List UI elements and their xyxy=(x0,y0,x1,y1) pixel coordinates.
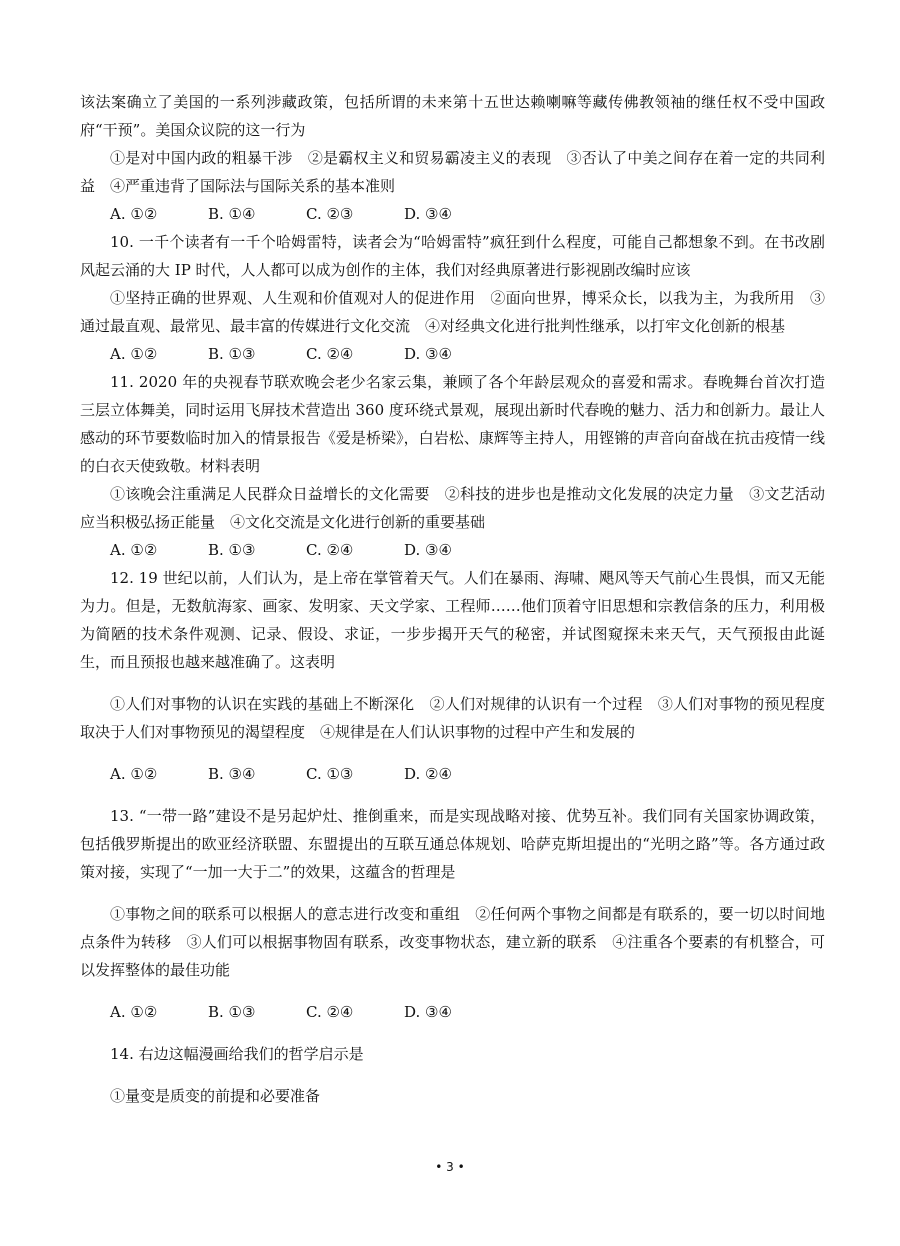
option-a[interactable]: A. ①② xyxy=(110,541,158,559)
question-stem: 14. 右边这幅漫画给我们的哲学启示是 xyxy=(110,1045,364,1063)
answer-options xyxy=(80,998,825,1026)
answer-options xyxy=(80,760,825,788)
option-c[interactable]: C. ②③ xyxy=(306,205,354,223)
answer-options xyxy=(80,536,825,564)
answer-options xyxy=(80,340,825,368)
option-a[interactable]: A. ①② xyxy=(110,1003,158,1021)
question-statements: ①该晚会注重满足人民群众日益增长的文化需要 ②科技的进步也是推动文化发展的决定力量 ③文艺活动应当积极弘扬正能量 ④文化交流是文化进行创新的重要基础 xyxy=(80,485,825,531)
question-9 xyxy=(80,88,825,228)
question-10 xyxy=(80,228,825,368)
option-b[interactable]: B. ①④ xyxy=(208,205,256,223)
question-13 xyxy=(80,802,825,1026)
question-14 xyxy=(80,1040,825,1110)
option-d[interactable]: D. ②④ xyxy=(404,765,452,783)
question-statements: ①坚持正确的世界观、人生观和价值观对人的促进作用 ②面向世界，博采众长，以我为主，为我所用 ③通过最直观、最常见、最丰富的传媒进行文化交流 ④对经典文化进行批判性继承，以打牢文化创新的根基 xyxy=(80,289,825,335)
option-a[interactable]: A. ①② xyxy=(110,205,158,223)
option-b[interactable]: B. ①③ xyxy=(208,1003,256,1021)
option-a[interactable]: A. ①② xyxy=(110,765,158,783)
question-stem: 11. 2020 年的央视春节联欢晚会老少名家云集，兼顾了各个年龄层观众的喜爱和需求。春晚舞台首次打造三层立体舞美，同时运用飞屏技术营造出 360 度环绕式景观，展现出新时代春晚的魅力、活力和创新力。最让人感动的环节要数临时加入的情景报告《爱是桥梁》，白岩松、康辉等主持人，用铿锵的声音向奋战在抗击疫情一线的白衣天使致敬。材料表明 xyxy=(80,373,825,475)
option-c[interactable]: C. ②④ xyxy=(306,1003,354,1021)
option-d[interactable]: D. ③④ xyxy=(404,345,452,363)
option-d[interactable]: D. ③④ xyxy=(404,541,452,559)
page-number: • 3 • xyxy=(435,1160,465,1174)
question-stem: 13. “一带一路”建设不是另起炉灶、推倒重来，而是实现战略对接、优势互补。我们同有关国家协调政策，包括俄罗斯提出的欧亚经济联盟、东盟提出的互联互通总体规划、哈萨克斯坦提出的“光明之路”等。各方通过政策对接，实现了“一加一大于二”的效果，这蕴含的哲理是 xyxy=(80,807,825,881)
question-12 xyxy=(80,564,825,788)
question-stem: 12. 19 世纪以前，人们认为，是上帝在掌管着天气。人们在暴雨、海啸、飓风等天气前心生畏惧，而又无能为力。但是，无数航海家、画家、发明家、天文学家、工程师……他们顶着守旧思想和宗教信条的压力，利用极为简陋的技术条件观测、记录、假设、求证，一步步揭开天气的秘密，并试图窥探未来天气，天气预报由此诞生，而且预报也越来越准确了。这表明 xyxy=(80,569,825,671)
option-c[interactable]: C. ①③ xyxy=(306,765,354,783)
question-statements: ①人们对事物的认识在实践的基础上不断深化 ②人们对规律的认识有一个过程 ③人们对事物的预见程度取决于人们对事物预见的渴望程度 ④规律是在人们认识事物的过程中产生和发展的 xyxy=(80,695,825,741)
option-b[interactable]: B. ③④ xyxy=(208,765,256,783)
question-11 xyxy=(80,368,825,564)
exam-page xyxy=(80,88,825,1110)
question-stem: 10. 一千个读者有一千个哈姆雷特，读者会为“哈姆雷特”疯狂到什么程度，可能自己都想象不到。在书改剧风起云涌的大 IP 时代，人人都可以成为创作的主体，我们对经典原著进行影视剧改编时应该 xyxy=(80,233,825,279)
question-statement: ①量变是质变的前提和必要准备 xyxy=(110,1087,321,1105)
question-statements: ①事物之间的联系可以根据人的意志进行改变和重组 ②任何两个事物之间都是有联系的，要一切以时间地点条件为转移 ③人们可以根据事物固有联系，改变事物状态，建立新的联系 ④注重各个要素的有机整合，可以发挥整体的最佳功能 xyxy=(80,905,825,979)
option-c[interactable]: C. ②④ xyxy=(306,541,354,559)
option-d[interactable]: D. ③④ xyxy=(404,205,452,223)
question-statements: ①是对中国内政的粗暴干涉 ②是霸权主义和贸易霸凌主义的表现 ③否认了中美之间存在着一定的共同利益 ④严重违背了国际法与国际关系的基本准则 xyxy=(80,149,825,195)
option-b[interactable]: B. ①③ xyxy=(208,541,256,559)
answer-options xyxy=(80,200,825,228)
question-stem: 该法案确立了美国的一系列涉藏政策，包括所谓的未来第十五世达赖喇嘛等藏传佛教领袖的继任权不受中国政府“干预”。美国众议院的这一行为 xyxy=(80,93,825,139)
option-d[interactable]: D. ③④ xyxy=(404,1003,452,1021)
option-b[interactable]: B. ①③ xyxy=(208,345,256,363)
option-a[interactable]: A. ①② xyxy=(110,345,158,363)
option-c[interactable]: C. ②④ xyxy=(306,345,354,363)
